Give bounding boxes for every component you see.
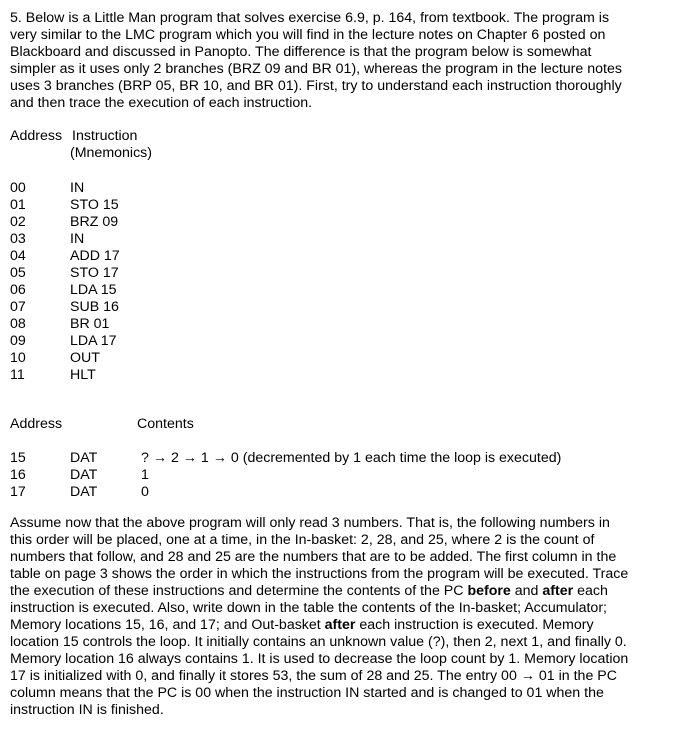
data-listing — [10, 450, 678, 501]
assume-text: each instruction is executed. Memory — [355, 617, 594, 633]
program-address: 06 — [10, 282, 26, 298]
instruction-column-header: Instruction — [72, 128, 138, 144]
program-address: 02 — [10, 214, 26, 230]
program-instruction: STO 15 — [70, 197, 119, 213]
assume-line: location 15 controls the loop. It initially contains an unknown value (?), then 2, next 1, and finally 0. — [10, 634, 627, 650]
assume-line: 17 is initialized with 0, and finally it stores 53, the sum of 28 and 25. The entry 00 → 01 in the PC — [10, 668, 617, 684]
assume-text: and — [510, 583, 543, 599]
assume-line: instruction is executed. Also, write down in the table the contents of the In-basket; Accumulator; — [10, 600, 607, 616]
data-value: 1 — [141, 467, 149, 483]
assume-line: table on page 3 shows the order in which the instructions from the program will be executed. Trace — [10, 566, 629, 582]
assume-line: numbers that follow, and 28 and 25 are the numbers that are to be added. The first column in the — [10, 549, 617, 565]
program-address: 11 — [10, 367, 25, 383]
data-row — [10, 484, 678, 501]
intro-line: very similar to the LMC program which you will find in the lecture notes on Chapter 6 posted on — [10, 27, 606, 43]
program-address: 04 — [10, 248, 26, 264]
program-address: 08 — [10, 316, 26, 332]
emphasis-before: before — [467, 583, 511, 599]
program-address: 10 — [10, 350, 26, 366]
assume-line — [10, 617, 678, 634]
intro-line: uses 3 branches (BRP 05, BR 10, and BR 01). First, try to understand each instruction thoroughly — [10, 78, 622, 94]
data-directive: DAT — [70, 467, 98, 483]
program-instruction: LDA 15 — [70, 282, 117, 298]
intro-line: simpler as it uses only 2 branches (BRZ 09 and BR 01), whereas the program in the lecture notes — [10, 61, 622, 77]
data-address: 16 — [10, 467, 26, 483]
assume-text: Memory locations 15, 16, and 17; and Out-basket — [10, 617, 325, 633]
data-row — [10, 467, 678, 484]
emphasis-after: after — [324, 617, 356, 633]
intro-line: and then trace the execution of each instruction. — [10, 95, 313, 111]
program-instruction: BR 01 — [70, 316, 110, 332]
data-directive: DAT — [70, 450, 98, 466]
intro-paragraph — [10, 10, 678, 112]
program-instruction: IN — [70, 180, 85, 196]
data-contents-header: Contents — [137, 416, 194, 432]
data-address: 17 — [10, 484, 26, 500]
mnemonics-subheader: (Mnemonics) — [70, 145, 152, 161]
program-address: 07 — [10, 299, 26, 315]
program-instruction: IN — [70, 231, 85, 247]
assume-line: instruction IN is finished. — [10, 702, 164, 718]
program-instruction: ADD 17 — [70, 248, 120, 264]
program-address: 05 — [10, 265, 26, 281]
program-instruction: OUT — [70, 350, 100, 366]
program-instruction: STO 17 — [70, 265, 119, 281]
intro-line: 5. Below is a Little Man program that solves exercise 6.9, p. 164, from textbook. The program is — [10, 10, 610, 26]
program-address: 00 — [10, 180, 26, 196]
assume-line: column means that the PC is 00 when the instruction IN started and is changed to 01 when the — [10, 685, 604, 701]
assume-line: this order will be placed, one at a time, in the In-basket: 2, 28, and 25, where 2 is the count of — [10, 532, 595, 548]
data-value: 0 — [141, 484, 149, 500]
program-table-header — [10, 128, 152, 161]
assume-line: Assume now that the above program will only read 3 numbers. That is, the following numbers in — [10, 515, 610, 531]
address-column-header: Address — [10, 128, 63, 144]
assume-paragraph — [10, 515, 678, 719]
data-directive: DAT — [70, 484, 98, 500]
program-instruction: BRZ 09 — [70, 214, 119, 230]
emphasis-after: after — [542, 583, 574, 599]
program-instruction: LDA 17 — [70, 333, 117, 349]
assume-text: each — [573, 583, 608, 599]
program-address: 09 — [10, 333, 26, 349]
program-address: 01 — [10, 197, 26, 213]
assume-line — [10, 583, 678, 600]
program-instruction: SUB 16 — [70, 299, 119, 315]
data-address: 15 — [10, 450, 26, 466]
assume-text: the execution of these instructions and determine the contents of the PC — [10, 583, 468, 599]
data-address-header: Address — [10, 416, 63, 432]
program-address: 03 — [10, 231, 26, 247]
program-instruction: HLT — [70, 367, 96, 383]
data-value: ? → 2 → 1 → 0 (decremented by 1 each time the loop is executed) — [141, 450, 562, 466]
intro-line: Blackboard and discussed in Panopto. The difference is that the program below is somewhat — [10, 44, 592, 60]
data-row — [10, 450, 678, 467]
assume-line: Memory location 16 always contains 1. It is used to decrease the loop count by 1. Memory location — [10, 651, 629, 667]
